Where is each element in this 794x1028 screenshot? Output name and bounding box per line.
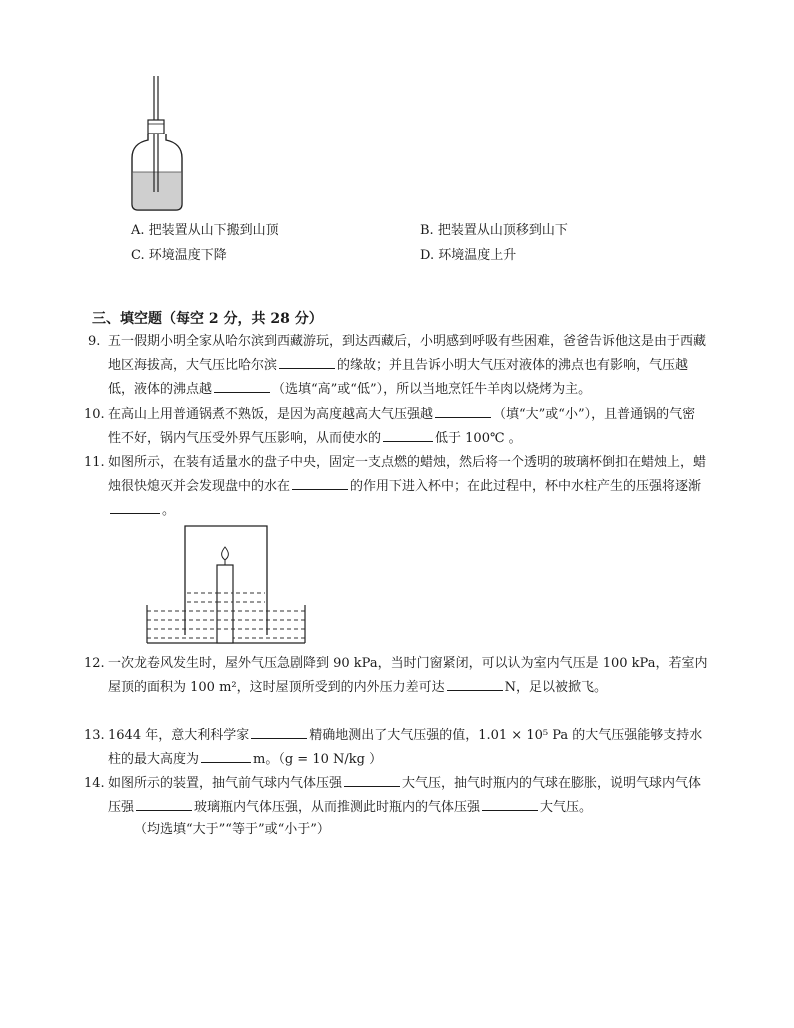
answer-blank[interactable] [201,748,251,763]
answer-blank[interactable] [383,427,433,442]
question-text: m。（g = 10 N/kg ） [253,752,383,767]
answer-blank[interactable] [447,676,503,691]
question-9 [88,330,708,402]
question-number: 14. [84,776,105,791]
question-text: 如图所示的装置，抽气前气球内气体压强 [108,776,343,791]
candle-cup-figure [145,523,307,645]
answer-blank[interactable] [435,403,491,418]
question-10 [84,403,708,451]
answer-blank[interactable] [279,354,335,369]
answer-blank[interactable] [110,499,160,514]
option-a: A. 把装置从山下搬到山顶 [131,223,279,238]
question-14-note: （均选填“大于”“等于”或“小于”） [134,822,330,837]
question-text: 在高山上用普通锅煮不熟饭，是因为高度越高大气压强越 [108,407,434,422]
bottle-tube-figure [128,74,188,214]
question-text: N，足以被掀飞。 [504,680,608,695]
question-text: 一次龙卷风发生时，屋外气压急剧降到 90 kPa，当时门窗紧闭，可以认为室内气压是 100 kPa，若室内屋顶的面积为 100 m²，这时屋顶所受到的内外压力差可达 [108,656,708,695]
answer-blank[interactable] [136,796,192,811]
answer-blank[interactable] [214,378,270,393]
question-11 [84,451,708,523]
question-text: 。 [162,503,176,518]
question-number: 10. [84,407,105,422]
question-14 [84,772,708,820]
option-b: B. 把装置从山顶移到山下 [420,223,568,238]
question-number: 13. [84,728,105,743]
question-text: 的缘故；并且告诉小明大气压对液体的沸点也有影响，气压越低，液体的沸点越 [108,358,689,397]
option-c: C. 环境温度下降 [131,248,227,263]
question-text: 玻璃瓶内气体压强，从而推测此时瓶内的气体压强 [194,800,481,815]
option-d: D. 环境温度上升 [420,248,517,263]
question-number: 9. [88,334,101,349]
question-text: 大气压。 [540,800,593,815]
answer-blank[interactable] [251,724,307,739]
question-number: 12. [84,656,105,671]
question-text: 五一假期小明全家从哈尔滨到西藏游玩，到达西藏后，小明感到呼吸有些困难，爸爸告诉他这是由于西藏地区海拔高，大气压比哈尔滨 [108,334,707,373]
question-text: 精确地测出了大气压强的值，1.01 × 10⁵ Pa 的大气压强能够支持水柱的最大高度为 [108,728,703,767]
section-title: 三、填空题（每空 2 分，共 28 分） [92,311,323,327]
question-text: 如图所示，在装有适量水的盘子中央，固定一支点燃的蜡烛，然后将一个透明的玻璃杯倒扣在蜡烛上，蜡烛很快熄灭并会发现盘中的水在 [108,455,707,494]
question-text: 的作用下进入杯中；在此过程中，杯中水柱产生的压强将逐渐 [350,479,702,494]
question-12 [84,652,708,700]
question-text: 1644 年，意大利科学家 [108,728,250,743]
question-text: （选填“高”或“低”），所以当地烹饪牛羊肉以烧烤为主。 [272,382,592,397]
question-text: 低于 100℃ 。 [435,431,522,446]
answer-blank[interactable] [344,772,400,787]
question-13 [84,724,708,772]
question-text: （填“大”或“小”），且普通锅的气密性不好，锅内气压受外界气压影响，从而使水的 [108,407,696,446]
answer-blank[interactable] [292,475,348,490]
question-text: 大气压，抽气时瓶内的气球在膨胀，说明气球内气体压强 [108,776,702,815]
question-number: 11. [84,455,105,470]
answer-blank[interactable] [482,796,538,811]
